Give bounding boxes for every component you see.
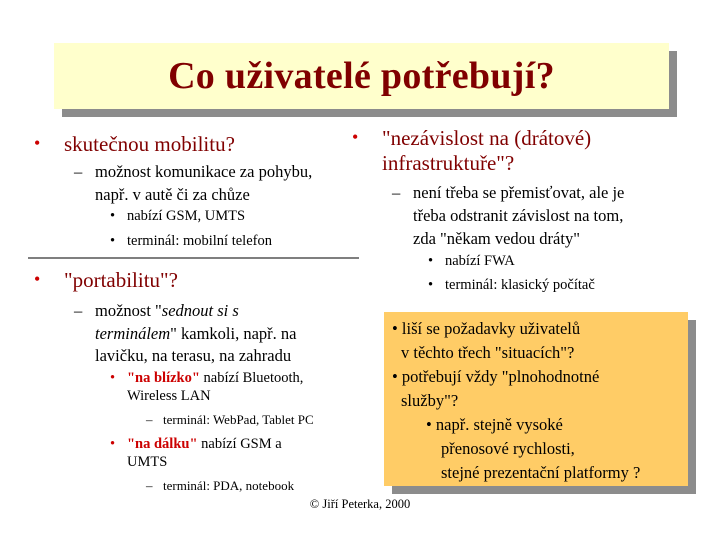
left-item1: nabízí GSM, UMTS (127, 208, 246, 224)
italic-fragment: terminálem (95, 324, 171, 343)
callout-line7: stejné prezentační platformy ? (441, 463, 641, 482)
far-line2: UMTS (127, 454, 168, 470)
near-line2: Wireless LAN (127, 388, 211, 404)
right-sub2: třeba odstranit závislost na tom, (413, 206, 624, 225)
callout-line2: v těchto třech "situacích"? (401, 343, 575, 362)
dash-marker: – (392, 183, 401, 202)
right-item2: terminál: klasický počítač (445, 277, 595, 293)
near-line (127, 370, 303, 387)
left-portability-line3: lavičku, na terasu, na zahradu (95, 346, 292, 365)
right-sub3: zda "někam vedou dráty" (413, 229, 580, 248)
callout-line4: služby"? (401, 391, 459, 410)
left-heading-portability: "portabilitu"? (64, 268, 178, 292)
small-bullet-red: • (110, 370, 116, 386)
bullet-dot: • (34, 133, 41, 153)
section-divider (28, 257, 359, 259)
dash-marker: – (74, 301, 83, 320)
far-label: "na dálku" (127, 436, 198, 452)
left-portability-line1 (95, 301, 239, 320)
dash-marker: – (74, 162, 83, 181)
dash-marker: – (146, 478, 153, 493)
small-bullet: • (110, 208, 116, 224)
text-fragment: možnost " (95, 301, 162, 320)
callout-line6: přenosové rychlosti, (441, 439, 575, 458)
right-sub1: není třeba se přemisťovat, ale je (413, 183, 625, 202)
dash-marker: – (146, 412, 153, 427)
italic-fragment: sednout si s (161, 301, 239, 320)
right-heading-line1: "nezávislost na (drátové) (382, 126, 592, 150)
callout-line1: • liší se požadavky uživatelů (392, 319, 581, 338)
left-heading-mobility: skutečnou mobilitu? (64, 132, 235, 156)
callout-box (384, 312, 688, 486)
left-item2: terminál: mobilní telefon (127, 233, 272, 249)
callout-line3: • potřebují vždy "plnohodnotné (392, 367, 600, 386)
far-text: nabízí GSM a (197, 436, 282, 452)
title-box (54, 43, 669, 109)
slide-title: Co uživatelé potřebují? (168, 55, 555, 97)
near-terminal: terminál: WebPad, Tablet PC (163, 412, 314, 427)
near-text: nabízí Bluetooth, (199, 370, 304, 386)
small-bullet: • (110, 233, 116, 249)
small-bullet-red: • (110, 436, 116, 452)
small-bullet: • (428, 253, 434, 269)
footer-copyright: © Jiří Peterka, 2000 (309, 497, 411, 511)
left-sub1a: možnost komunikace za pohybu, (95, 162, 313, 181)
right-heading-line2: infrastruktuře"? (382, 151, 515, 175)
far-terminal: terminál: PDA, notebook (163, 478, 295, 493)
text-fragment: " kamkoli, např. na (170, 324, 297, 343)
far-line (127, 436, 282, 453)
near-label: "na blízko" (127, 370, 200, 386)
small-bullet: • (428, 277, 434, 293)
bullet-dot: • (352, 127, 359, 147)
left-portability-line2 (95, 324, 296, 343)
bullet-dot: • (34, 269, 41, 289)
callout-line5: • např. stejně vysoké (426, 415, 563, 434)
right-item1: nabízí FWA (445, 253, 515, 269)
left-sub1b: např. v autě či za chůze (95, 185, 250, 204)
